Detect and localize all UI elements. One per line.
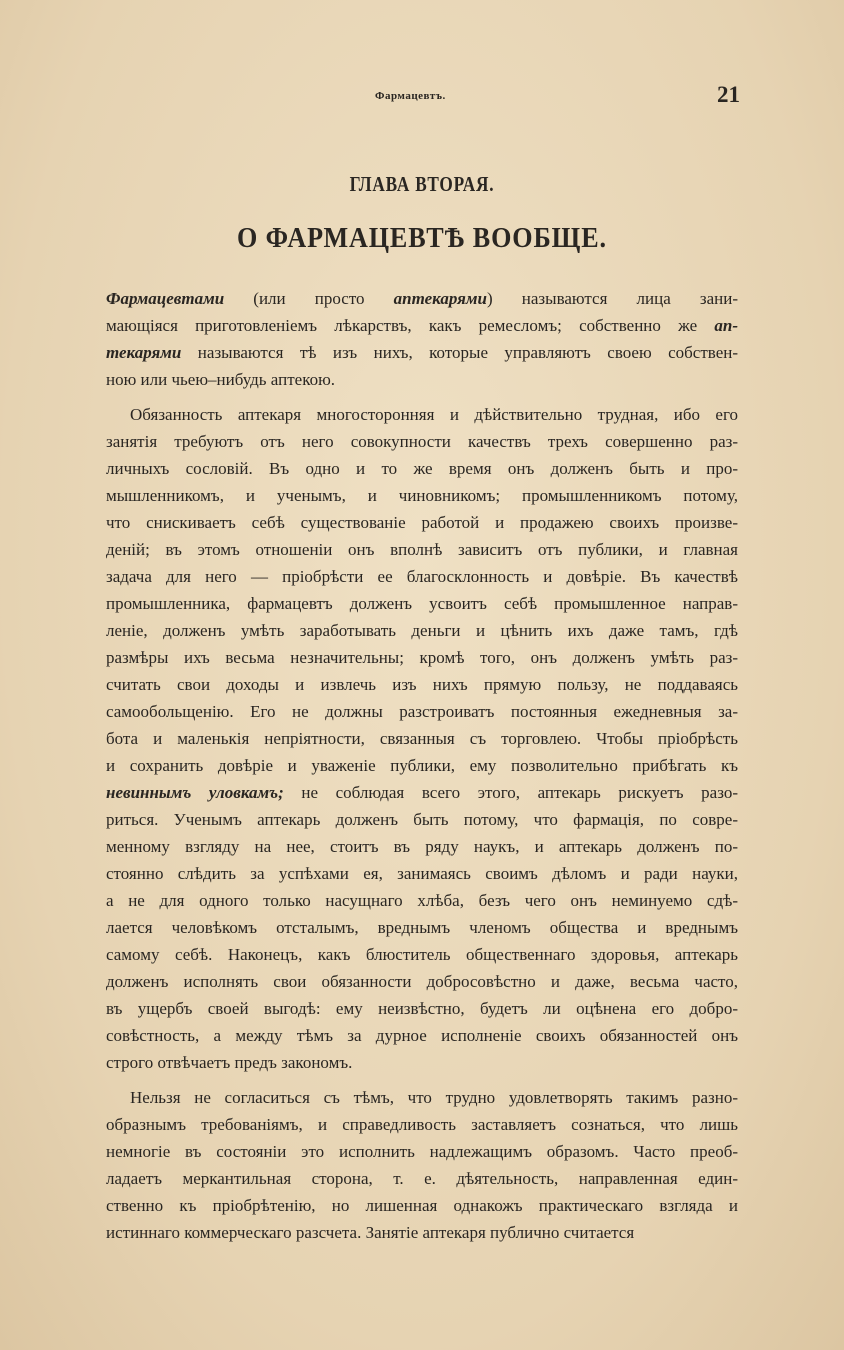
text-segment: ) называются лица зани- [487, 289, 738, 308]
text-segment: не соблюдая всего этого, аптекарь рискуетъ разо- [283, 783, 738, 802]
text-line [106, 563, 738, 590]
text-segment: образнымъ требованіямъ, и справедливость заставляетъ сознаться, что лишь [106, 1115, 738, 1134]
text-segment: мающіяся приготовленіемъ лѣкарствъ, какъ ремесломъ; собственно же [106, 316, 715, 335]
text-line [106, 590, 738, 617]
text-segment: истиннаго коммерческаго разсчета. Занятіе аптекаря публично считается [106, 1223, 635, 1242]
emphasized-term: невиннымъ уловкамъ; [106, 783, 284, 802]
text-line [106, 887, 738, 914]
chapter-label: ГЛАВА ВТОРАЯ. [349, 172, 495, 196]
text-line [106, 339, 738, 366]
text-segment: бота и маленькія непріятности, связанныя съ торговлею. Чтобы пріобрѣсть [106, 729, 738, 748]
text-line [106, 1192, 738, 1219]
text-segment: немногіе въ состояніи это исполнить надлежащимъ образомъ. Часто преоб- [106, 1142, 738, 1161]
text-line [106, 312, 738, 339]
text-line [106, 941, 738, 968]
text-segment: леніе, долженъ умѣть заработывать деньги и цѣнить ихъ даже тамъ, гдѣ [106, 621, 738, 640]
text-line [106, 455, 738, 482]
text-segment: строго отвѣчаетъ предъ закономъ. [106, 1053, 353, 1072]
text-line [106, 482, 738, 509]
emphasized-term: Фармацевтами [106, 289, 225, 308]
text-segment: самому себѣ. Наконецъ, какъ блюститель общественнаго здоровья, аптекарь [106, 945, 738, 964]
text-line [106, 914, 738, 941]
text-line [106, 833, 738, 860]
text-line [106, 725, 738, 752]
text-line [106, 698, 738, 725]
text-segment: лается человѣкомъ отсталымъ, вреднымъ членомъ общества и вреднымъ [106, 918, 738, 937]
text-segment: и сохранить довѣріе и уваженіе публики, ему позволительно прибѣгать къ [106, 756, 738, 775]
text-segment: что снискиваетъ себѣ существованіе работой и продажею своихъ произве- [106, 513, 738, 532]
text-line [106, 644, 738, 671]
body-text [106, 285, 738, 1246]
text-segment: менному взгляду на нее, стоитъ въ ряду наукъ, и аптекарь долженъ по- [106, 837, 738, 856]
text-line [106, 401, 738, 428]
paragraph [106, 401, 738, 1076]
text-line [106, 1138, 738, 1165]
text-line [106, 968, 738, 995]
paragraph [106, 1084, 738, 1246]
text-line [106, 1165, 738, 1192]
text-segment: а не для одного только насущнаго хлѣба, безъ чего онъ неминуемо сдѣ- [106, 891, 738, 910]
text-line [106, 1049, 738, 1076]
text-line [106, 671, 738, 698]
chapter-title: О ФАРМАЦЕВТѢ ВООБЩЕ. [237, 222, 607, 254]
emphasized-term: текарями [106, 343, 182, 362]
text-segment: въ ущербъ своей выгодѣ: ему неизвѣстно, будетъ ли оцѣнена его добро- [106, 999, 738, 1018]
text-segment: ственно къ пріобрѣтенію, но лишенная однакожъ практическаго взгляда и [106, 1196, 738, 1215]
text-segment: ною или чьею–нибудь аптекою. [106, 370, 336, 389]
text-segment: самообольщенію. Его не должны разстроиватъ постоянныя ежедневныя за- [106, 702, 738, 721]
text-line [106, 752, 738, 779]
text-segment: (или просто [224, 289, 394, 308]
emphasized-term: аптекарями [393, 289, 487, 308]
text-line [106, 509, 738, 536]
text-segment: риться. Ученымъ аптекарь долженъ быть потому, что фармація, по совре- [106, 810, 738, 829]
text-line [106, 536, 738, 563]
text-segment: размѣры ихъ весьма незначительны; кромѣ того, онъ долженъ умѣть раз- [106, 648, 738, 667]
text-line [106, 1022, 738, 1049]
text-line [106, 1219, 738, 1246]
running-head [0, 82, 844, 110]
emphasized-term: ап- [714, 316, 738, 335]
running-title: Фармацевтъ. [375, 90, 446, 102]
text-line [106, 1084, 738, 1111]
text-line [106, 860, 738, 887]
text-segment: Нельзя не согласиться съ тѣмъ, что трудно удовлетворять такимъ разно- [130, 1088, 738, 1107]
text-segment: личныхъ сословій. Въ одно и то же время онъ долженъ быть и про- [106, 459, 738, 478]
text-segment: ладаетъ меркантильная сторона, т. е. дѣятельность, направленная един- [106, 1169, 738, 1188]
text-line [106, 428, 738, 455]
text-segment: стоянно слѣдить за успѣхами ея, занимаясь своимъ дѣломъ и ради науки, [106, 864, 738, 883]
text-line [106, 366, 738, 393]
text-segment: долженъ исполнять свои обязанности добросовѣстно и даже, весьма часто, [106, 972, 738, 991]
text-segment: занятія требуютъ отъ него совокупности качествъ трехъ совершенно раз- [106, 432, 738, 451]
text-segment: совѣстность, а между тѣмъ за дурное исполненіе своихъ обязанностей онъ [106, 1026, 738, 1045]
text-segment: считать свои доходы и извлечь изъ нихъ прямую пользу, не поддаваясь [106, 675, 738, 694]
text-segment: называются тѣ изъ нихъ, которые управляютъ своею собствен- [181, 343, 738, 362]
text-line [106, 779, 738, 806]
text-line [106, 1111, 738, 1138]
page-number: 21 [717, 82, 740, 107]
text-segment: промышленника, фармацевтъ долженъ усвоитъ себѣ промышленное направ- [106, 594, 738, 613]
paragraph [106, 285, 738, 393]
text-line [106, 995, 738, 1022]
text-segment: деній; въ этомъ отношеніи онъ вполнѣ зависитъ отъ публики, и главная [106, 540, 738, 559]
text-segment: Обязанность аптекаря многосторонняя и дѣйствительно трудная, ибо его [130, 405, 738, 424]
text-segment: мышленникомъ, и ученымъ, и чиновникомъ; промышленникомъ потому, [106, 486, 738, 505]
text-segment: задача для него — пріобрѣсти ее благосклонность и довѣріе. Въ качествѣ [106, 567, 738, 586]
text-line [106, 617, 738, 644]
text-line [106, 285, 738, 312]
text-line [106, 806, 738, 833]
